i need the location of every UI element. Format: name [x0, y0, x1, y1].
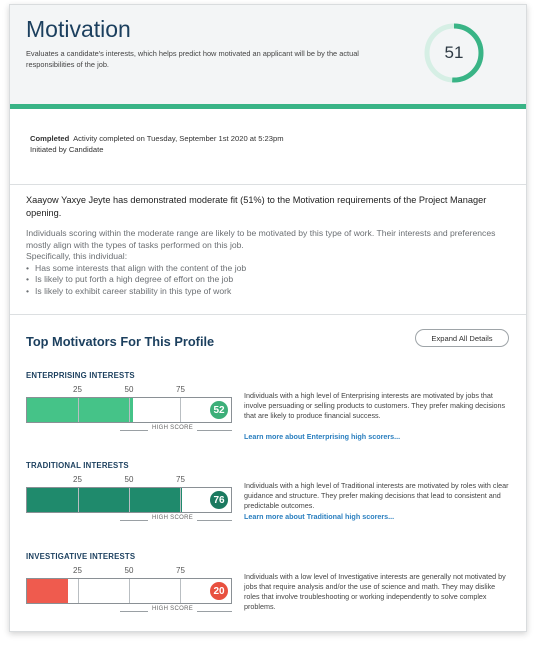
tick-label: 25 [73, 566, 82, 575]
divider [10, 184, 526, 185]
tick-label: 25 [73, 475, 82, 484]
motivator-label: INVESTIGATIVE INTERESTS [26, 552, 136, 561]
tick-label: 25 [73, 385, 82, 394]
tick-label: 50 [124, 566, 134, 575]
status-label: Completed [30, 134, 70, 143]
overall-score: 51 [444, 43, 464, 62]
page-title: Motivation [26, 16, 131, 42]
learn-more-link[interactable]: Learn more about Traditional high scorers... [244, 512, 395, 521]
high-score-marker [120, 606, 232, 616]
page-description: Evaluates a candidate's interests, which helps predict how motivated an applicant will be by the actual responsibilities of the job. [26, 49, 359, 69]
scale-tick-labels [26, 385, 232, 397]
motivator-label: TRADITIONAL INTERESTS [26, 461, 129, 470]
score-bar-gridline [78, 579, 79, 603]
motivator-description: Individuals with a high level of Traditional interests are motivated by roles with clear guidance and structure. They prefer making decisions that lead to consistent and predictable outcomes. [244, 481, 509, 510]
divider [10, 314, 526, 315]
fit-headline: Xaayow Yaxye Jeyte has demonstrated moderate fit (51%) to the Motivation requirements of the Project Manager opening. [26, 195, 487, 218]
score-badge: 20 [208, 580, 230, 602]
score-bar [26, 487, 232, 513]
header-accent-line [10, 104, 526, 109]
score-bar-gridline [180, 579, 181, 603]
learn-more-link[interactable]: Learn more about Enterprising high scorers... [244, 432, 401, 441]
list-item: • Has some interests that align with the content of the job [26, 263, 496, 275]
tick-label: 50 [124, 475, 134, 484]
score-bar-gridline [129, 398, 130, 422]
score-bar-gridline [129, 579, 130, 603]
high-score-label: HIGH SCORE [148, 515, 197, 521]
score-bar-fill [27, 579, 68, 603]
score-badge: 76 [208, 489, 230, 511]
motivator-description: Individuals with a low level of Investigative interests are generally not motivated by jobs that require analysis and/or the use of science and math. They may dislike roles that involve troubleshooting or working independently to solve complex problems. [244, 572, 506, 611]
section-title: Top Motivators For This Profile [26, 334, 215, 349]
motivator-1 [10, 461, 526, 547]
tick-label: 50 [124, 385, 134, 394]
scale-tick-labels [26, 566, 232, 578]
score-bar-gridline [180, 488, 181, 512]
status-activity: Activity completed on Tuesday, September 1st 2020 at 5:23pm [73, 134, 284, 143]
score-bar-gridline [78, 398, 79, 422]
high-score-label: HIGH SCORE [148, 606, 197, 612]
score-bar-gridline [78, 488, 79, 512]
score-ring [423, 22, 485, 84]
score-bar-fill [27, 398, 133, 422]
motivator-0 [10, 371, 526, 457]
high-score-marker [120, 515, 232, 525]
motivator-description: Individuals with a high level of Enterprising interests are motivated by jobs that involve persuading or selling products to customers. They prefer making decisions that are likely to produce financial success. [244, 391, 506, 420]
completion-status [30, 133, 284, 155]
fit-description [26, 228, 496, 297]
score-bar-fill [27, 488, 182, 512]
high-score-marker [120, 425, 232, 435]
list-item: • Is likely to exhibit career stability in this type of work [26, 286, 496, 298]
motivation-card [9, 4, 527, 632]
status-initiated: Initiated by Candidate [30, 145, 104, 154]
motivator-2 [10, 552, 526, 638]
fit-body-text: Individuals scoring within the moderate range are likely to be motivated by this type of work. Their interests and preferences mostly align with the types of tasks performed on this job. [26, 228, 496, 250]
fit-bullet-list [26, 263, 496, 298]
tick-label: 75 [176, 475, 185, 484]
score-bar-gridline [129, 488, 130, 512]
score-badge: 52 [208, 399, 230, 421]
scale-tick-labels [26, 475, 232, 487]
score-bar [26, 397, 232, 423]
score-bar-gridline [180, 398, 181, 422]
motivation-header [10, 5, 526, 105]
fit-specifically: Specifically, this individual: [26, 251, 128, 261]
tick-label: 75 [176, 385, 185, 394]
motivator-label: ENTERPRISING INTERESTS [26, 371, 135, 380]
tick-label: 75 [176, 566, 185, 575]
expand-all-details-button[interactable]: Expand All Details [415, 329, 509, 347]
list-item: • Is likely to put forth a high degree of effort on the job [26, 274, 496, 286]
score-bar [26, 578, 232, 604]
high-score-label: HIGH SCORE [148, 425, 197, 431]
